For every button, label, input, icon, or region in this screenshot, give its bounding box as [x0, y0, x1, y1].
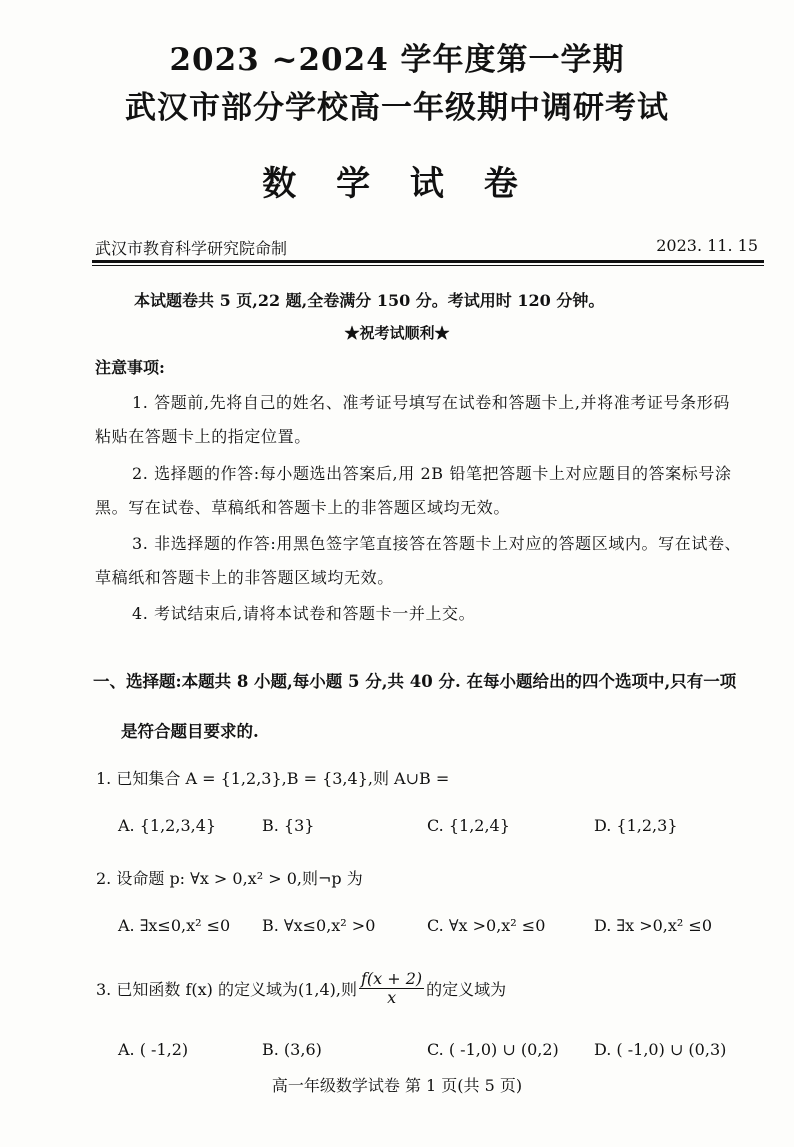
- exam-name-title: 武汉市部分学校高一年级期中调研考试: [125, 90, 669, 126]
- question-2-stem: 2. 设命题 p: ∀x > 0,x² > 0,则¬p 为: [96, 869, 363, 888]
- section-heading: 一、选择题:本题共 8 小题,每小题 5 分,共 40 分. 在每小题给出的四个选项中,只有一项: [93, 672, 737, 691]
- good-luck-banner: ★祝考试顺利★: [344, 324, 450, 342]
- question-1-option-b: B. {3}: [262, 816, 315, 835]
- question-1-option-c: C. {1,2,4}: [427, 816, 510, 835]
- header-rule-thin: [92, 265, 764, 266]
- fraction-denominator: x: [387, 988, 397, 1007]
- question-3-option-a: A. ( -1,2): [118, 1040, 189, 1059]
- header-rule-thick: [92, 260, 764, 263]
- question-2-option-c: C. ∀x >0,x² ≤0: [427, 916, 546, 935]
- subject-title: 数 学 试 卷: [262, 164, 532, 204]
- question-1-option-d: D. {1,2,3}: [594, 816, 678, 835]
- question-3-stem-before: 3. 已知函数 f(x) 的定义域为(1,4),则: [96, 980, 357, 999]
- question-1-option-a: A. {1,2,3,4}: [118, 816, 217, 835]
- notice-heading: 注意事项:: [95, 358, 165, 377]
- question-1-stem: 1. 已知集合 A = {1,2,3},B = {3,4},则 A∪B =: [96, 769, 450, 788]
- issuer-label: 武汉市教育科学研究院命制: [95, 239, 288, 258]
- page-footer: 高一年级数学试卷 第 1 页(共 5 页): [271, 1076, 523, 1095]
- fraction-numerator: f(x + 2): [360, 969, 423, 988]
- question-3-stem-after: 的定义域为: [426, 980, 507, 999]
- question-3-fraction: [359, 970, 424, 1007]
- notice-item-1: 1. 答题前,先将自己的姓名、准考证号填写在试卷和答题卡上,并将准考证号条形码: [132, 393, 730, 412]
- question-2-option-a: A. ∃x≤0,x² ≤0: [118, 916, 231, 935]
- exam-info: 本试题卷共 5 页,22 题,全卷满分 150 分。考试用时 120 分钟。: [134, 291, 605, 310]
- exam-date: 2023. 11. 15: [656, 236, 758, 255]
- exam-year-title: 2023 ~2024 学年度第一学期: [169, 42, 625, 78]
- question-2-option-d: D. ∃x >0,x² ≤0: [594, 916, 712, 935]
- question-2-option-b: B. ∀x≤0,x² >0: [262, 916, 376, 935]
- notice-item-4: 4. 考试结束后,请将本试卷和答题卡一并上交。: [132, 604, 476, 623]
- notice-item-1-cont: 粘贴在答题卡上的指定位置。: [95, 427, 311, 446]
- question-3-option-b: B. (3,6): [262, 1040, 322, 1059]
- question-3-option-d: D. ( -1,0) ∪ (0,3): [594, 1040, 727, 1059]
- notice-item-3-cont: 草稿纸和答题卡上的非答题区域均无效。: [95, 568, 394, 587]
- question-3-stem: [96, 970, 506, 1007]
- notice-item-3: 3. 非选择题的作答:用黑色签字笔直接答在答题卡上对应的答题区域内。写在试卷、: [132, 534, 742, 553]
- section-heading-cont: 是符合题目要求的.: [121, 722, 259, 741]
- question-3-option-c: C. ( -1,0) ∪ (0,2): [427, 1040, 559, 1059]
- notice-item-2: 2. 选择题的作答:每小题选出答案后,用 2B 铅笔把答题卡上对应题目的答案标号涂: [132, 464, 732, 483]
- notice-item-2-cont: 黑。写在试卷、草稿纸和答题卡上的非答题区域均无效。: [95, 498, 511, 517]
